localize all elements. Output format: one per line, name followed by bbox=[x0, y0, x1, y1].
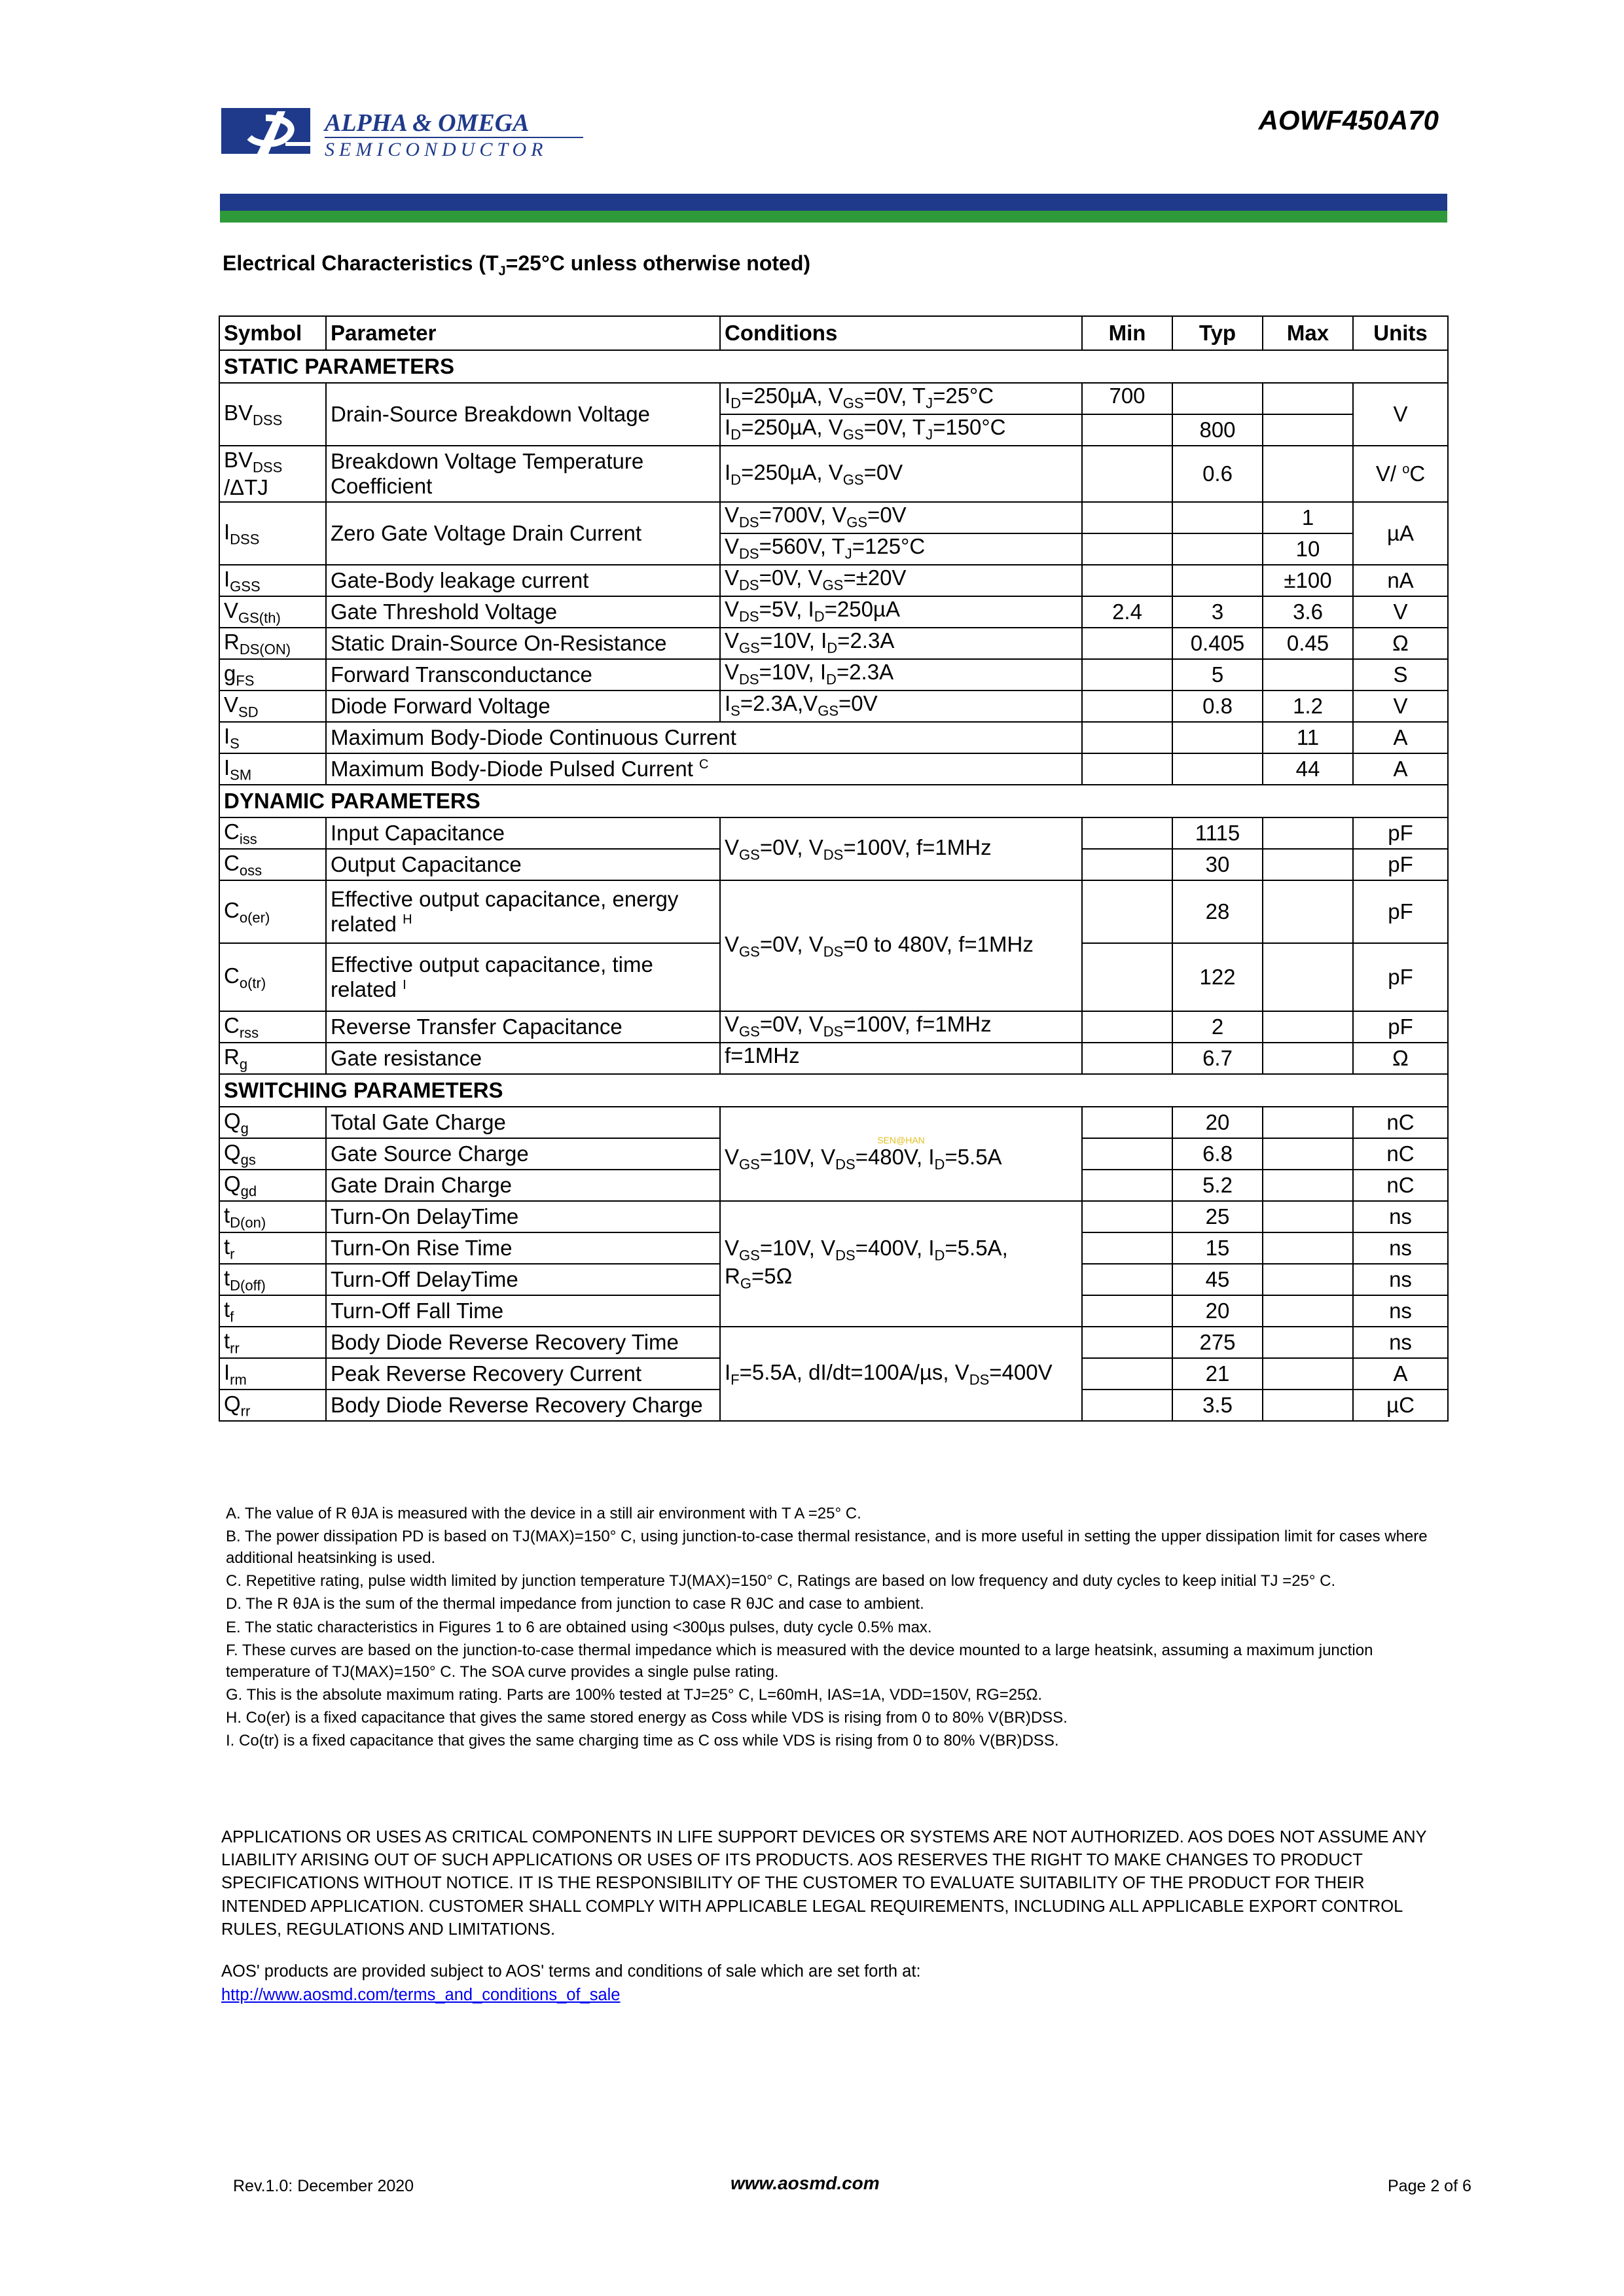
min-cell bbox=[1082, 817, 1172, 849]
units-cell: pF bbox=[1353, 943, 1448, 1011]
max-cell: 0.45 bbox=[1263, 628, 1353, 659]
typ-cell bbox=[1172, 753, 1263, 785]
min-cell bbox=[1082, 502, 1172, 533]
symbol-cell: $t_r$ bbox=[219, 1232, 326, 1264]
parameter-cell: Gate Drain Charge bbox=[326, 1170, 720, 1201]
table-row bbox=[219, 1011, 1448, 1043]
table-row bbox=[219, 596, 1448, 628]
table-row bbox=[219, 565, 1448, 596]
symbol-cell: $I_{SM}$ bbox=[219, 753, 326, 785]
parameter-cell: Gate-Body leakage current bbox=[326, 565, 720, 596]
parameter-cell: Effective output capacitance, energy related $^H$ bbox=[326, 880, 720, 943]
symbol-cell: $R_g$ bbox=[219, 1043, 326, 1074]
min-cell bbox=[1082, 849, 1172, 880]
parameter-cell: Reverse Transfer Capacitance bbox=[326, 1011, 720, 1043]
table-row bbox=[219, 502, 1448, 533]
typ-cell bbox=[1172, 533, 1263, 565]
table-row bbox=[219, 880, 1448, 943]
units-cell: ns bbox=[1353, 1232, 1448, 1264]
parameter-cell: Zero Gate Voltage Drain Current bbox=[326, 502, 720, 565]
symbol-cell: $Q_g$ bbox=[219, 1107, 326, 1138]
table-row bbox=[219, 817, 1448, 849]
min-cell bbox=[1082, 1295, 1172, 1327]
max-cell: 10 bbox=[1263, 533, 1353, 565]
table-row bbox=[219, 1201, 1448, 1232]
conditions-cell: $V_{DS}=0V$, $V_{GS}=\pm 20V$ bbox=[720, 565, 1082, 596]
min-cell bbox=[1082, 1390, 1172, 1421]
symbol-cell: $Q_{gd}$ bbox=[219, 1170, 326, 1201]
max-cell: 1 bbox=[1263, 502, 1353, 533]
typ-cell: 30 bbox=[1172, 849, 1263, 880]
electrical-characteristics-table bbox=[219, 315, 1449, 1422]
parameter-cell: Maximum Body-Diode Continuous Current bbox=[326, 722, 1082, 753]
min-cell bbox=[1082, 1358, 1172, 1390]
symbol-cell: $C_{rss}$ bbox=[219, 1011, 326, 1043]
typ-cell: 21 bbox=[1172, 1358, 1263, 1390]
max-cell bbox=[1263, 1138, 1353, 1170]
header-max: Max bbox=[1263, 316, 1353, 350]
units-cell: S bbox=[1353, 659, 1448, 691]
note-f: F. These curves are based on the junction-to-case thermal impedance which is measured with the device mounted to a large heatsink, assuming a maximum junction temperature of TJ(MAX)=150° C. The SOA curve provides a single pulse rating. bbox=[226, 1641, 1373, 1681]
min-cell bbox=[1082, 628, 1172, 659]
parameter-cell: Turn-Off Fall Time bbox=[326, 1295, 720, 1327]
units-cell: pF bbox=[1353, 849, 1448, 880]
part-number: AOWF450A70 bbox=[1258, 105, 1439, 135]
symbol-cell: $C_{o(er)}$ bbox=[219, 880, 326, 943]
note-g: G. This is the absolute maximum rating. Parts are 100% tested at TJ=25° C, L=60mH, IAS=1A, VDD=150V, RG=25Ω. bbox=[226, 1685, 1043, 1704]
units-cell: Ω bbox=[1353, 1043, 1448, 1074]
parameter-cell: Body Diode Reverse Recovery Time bbox=[326, 1327, 720, 1358]
company-logo bbox=[220, 105, 586, 183]
svg-text:SEMICONDUCTOR: SEMICONDUCTOR bbox=[325, 139, 548, 160]
stray-text: SEN@HAN bbox=[877, 1134, 925, 1145]
max-cell bbox=[1263, 383, 1353, 414]
conditions-cell: $I_D=250\mu A$, $V_{GS}=0V$ bbox=[720, 446, 1082, 502]
alpha-omega-logo-icon bbox=[220, 105, 586, 183]
min-cell bbox=[1082, 943, 1172, 1011]
parameter-cell: Turn-On DelayTime bbox=[326, 1201, 720, 1232]
table-row bbox=[219, 628, 1448, 659]
section-static: STATIC PARAMETERS bbox=[219, 350, 1448, 383]
units-cell: µC bbox=[1353, 1390, 1448, 1421]
units-cell: V bbox=[1353, 691, 1448, 722]
typ-cell: 3 bbox=[1172, 596, 1263, 628]
units-cell: ns bbox=[1353, 1201, 1448, 1232]
conditions-cell: $V_{GS}=10V$, $V_{DS}=400V$, $I_D=5.5A$, $R_G=5\Omega$ bbox=[720, 1201, 1082, 1327]
max-cell: 44 bbox=[1263, 753, 1353, 785]
note-d: D. The R θJA is the sum of the thermal impedance from junction to case R θJC and case to ambient. bbox=[226, 1595, 924, 1613]
typ-cell: 0.8 bbox=[1172, 691, 1263, 722]
parameter-cell: Effective output capacitance, time related $^I$ bbox=[326, 943, 720, 1011]
table-row bbox=[219, 1043, 1448, 1074]
min-cell bbox=[1082, 1327, 1172, 1358]
max-cell bbox=[1263, 1264, 1353, 1295]
max-cell: ±100 bbox=[1263, 565, 1353, 596]
symbol-cell: $I_{DSS}$ bbox=[219, 502, 326, 565]
parameter-cell: Drain-Source Breakdown Voltage bbox=[326, 383, 720, 446]
min-cell bbox=[1082, 1011, 1172, 1043]
note-c: C. Repetitive rating, pulse width limited by junction temperature TJ(MAX)=150° C, Ratings are based on low frequency and duty cycles to keep initial TJ =25° C. bbox=[226, 1572, 1336, 1590]
conditions-cell: $V_{GS}=0V$, $V_{DS}=0$ to 480V, f=1MHz bbox=[720, 880, 1082, 1011]
header-conditions: Conditions bbox=[720, 316, 1082, 350]
header-band-green bbox=[220, 211, 1447, 223]
parameter-cell: Gate Threshold Voltage bbox=[326, 596, 720, 628]
table-row bbox=[219, 691, 1448, 722]
min-cell bbox=[1082, 659, 1172, 691]
units-cell: V bbox=[1353, 383, 1448, 446]
symbol-cell: $t_f$ bbox=[219, 1295, 326, 1327]
typ-cell: 0.405 bbox=[1172, 628, 1263, 659]
typ-cell bbox=[1172, 565, 1263, 596]
typ-cell: 2 bbox=[1172, 1011, 1263, 1043]
parameter-cell: Turn-On Rise Time bbox=[326, 1232, 720, 1264]
symbol-cell: $t_{rr}$ bbox=[219, 1327, 326, 1358]
min-cell bbox=[1082, 1264, 1172, 1295]
min-cell bbox=[1082, 1043, 1172, 1074]
conditions-cell: $I_D=250\mu A$, $V_{GS}=0V$, $T_J=150^\circ C$ bbox=[720, 414, 1082, 446]
typ-cell: 6.7 bbox=[1172, 1043, 1263, 1074]
table-row bbox=[219, 446, 1448, 502]
parameter-cell: Static Drain-Source On-Resistance bbox=[326, 628, 720, 659]
typ-cell: 25 bbox=[1172, 1201, 1263, 1232]
parameter-cell: Turn-Off DelayTime bbox=[326, 1264, 720, 1295]
min-cell: 2.4 bbox=[1082, 596, 1172, 628]
note-h: H. Co(er) is a fixed capacitance that gives the same stored energy as Coss while VDS is rising from 0 to 80% V(BR)DSS. bbox=[226, 1708, 1068, 1727]
min-cell bbox=[1082, 1107, 1172, 1138]
max-cell bbox=[1263, 446, 1353, 502]
typ-cell: 3.5 bbox=[1172, 1390, 1263, 1421]
min-cell bbox=[1082, 1138, 1172, 1170]
units-cell: pF bbox=[1353, 817, 1448, 849]
parameter-cell: Forward Transconductance bbox=[326, 659, 720, 691]
typ-cell: 15 bbox=[1172, 1232, 1263, 1264]
note-b: B. The power dissipation PD is based on TJ(MAX)=150° C, using junction-to-case thermal resistance, and is more useful in setting the upper dissipation limit for cases where additional heatsinking is used. bbox=[226, 1528, 1428, 1568]
typ-cell: 20 bbox=[1172, 1295, 1263, 1327]
header-parameter: Parameter bbox=[326, 316, 720, 350]
parameter-cell: Maximum Body-Diode Pulsed Current $^C$ bbox=[326, 753, 1082, 785]
symbol-cell: $I_{rm}$ bbox=[219, 1358, 326, 1390]
conditions-cell: $I_F=5.5A$, dI/dt=100A/µs, $V_{DS}=400V$ bbox=[720, 1327, 1082, 1421]
typ-cell: 45 bbox=[1172, 1264, 1263, 1295]
units-cell: pF bbox=[1353, 880, 1448, 943]
symbol-cell: $g_{FS}$ bbox=[219, 659, 326, 691]
table-row bbox=[219, 383, 1448, 414]
conditions-cell: $V_{GS}=0V$, $V_{DS}=100V$, f=1MHz bbox=[720, 817, 1082, 880]
conditions-cell: SEN@HAN $V_{GS}=10V$, $V_{DS}=480V$, $I_D=5.5A$ bbox=[720, 1107, 1082, 1201]
max-cell: 1.2 bbox=[1263, 691, 1353, 722]
min-cell bbox=[1082, 1232, 1172, 1264]
symbol-cell: $R_{DS(ON)}$ bbox=[219, 628, 326, 659]
units-cell: ns bbox=[1353, 1295, 1448, 1327]
conditions-cell: f=1MHz bbox=[720, 1043, 1082, 1074]
units-cell: A bbox=[1353, 753, 1448, 785]
min-cell bbox=[1082, 753, 1172, 785]
typ-cell bbox=[1172, 722, 1263, 753]
note-i: I. Co(tr) is a fixed capacitance that gives the same charging time as C oss while VDS is rising from 0 to 80% V(BR)DSS. bbox=[226, 1732, 1059, 1750]
min-cell bbox=[1082, 722, 1172, 753]
symbol-cell: $C_{oss}$ bbox=[219, 849, 326, 880]
symbol-cell: $t_{D(off)}$ bbox=[219, 1264, 326, 1295]
min-cell bbox=[1082, 533, 1172, 565]
typ-cell: 28 bbox=[1172, 880, 1263, 943]
parameter-cell: Input Capacitance bbox=[326, 817, 720, 849]
table-row bbox=[219, 659, 1448, 691]
typ-cell bbox=[1172, 502, 1263, 533]
max-cell bbox=[1263, 414, 1353, 446]
section-title: Electrical Characteristics ($T_J=25^\circ C$ unless otherwise noted) bbox=[223, 251, 811, 279]
min-cell: 700 bbox=[1082, 383, 1172, 414]
parameter-cell: Breakdown Voltage Temperature Coefficient bbox=[326, 446, 720, 502]
min-cell bbox=[1082, 446, 1172, 502]
terms-text: AOS' products are provided subject to AOS' terms and conditions of sale which are set forth at: bbox=[221, 1962, 921, 1981]
typ-cell: 20 bbox=[1172, 1107, 1263, 1138]
footer-page-number: Page 2 of 6 bbox=[1388, 2177, 1471, 2195]
section-dynamic: DYNAMIC PARAMETERS bbox=[219, 785, 1448, 817]
max-cell bbox=[1263, 1043, 1353, 1074]
header-typ: Typ bbox=[1172, 316, 1263, 350]
max-cell bbox=[1263, 1011, 1353, 1043]
max-cell bbox=[1263, 659, 1353, 691]
conditions-cell: $I_S=2.3A,V_{GS}=0V$ bbox=[720, 691, 1082, 722]
units-cell: ns bbox=[1353, 1264, 1448, 1295]
conditions-cell: $V_{GS}=10V$, $I_D=2.3A$ bbox=[720, 628, 1082, 659]
typ-cell bbox=[1172, 383, 1263, 414]
units-cell: V bbox=[1353, 596, 1448, 628]
max-cell: 11 bbox=[1263, 722, 1353, 753]
symbol-cell: $Q_{gs}$ bbox=[219, 1138, 326, 1170]
max-cell bbox=[1263, 849, 1353, 880]
conditions-cell: $V_{DS}=560V$, $T_J=125^\circ C$ bbox=[720, 533, 1082, 565]
max-cell bbox=[1263, 817, 1353, 849]
min-cell bbox=[1082, 565, 1172, 596]
terms-link[interactable]: http://www.aosmd.com/terms_and_conditions_of_sale bbox=[221, 1986, 621, 2004]
table-row bbox=[219, 1327, 1448, 1358]
parameter-cell: Gate resistance bbox=[326, 1043, 720, 1074]
typ-cell: 5.2 bbox=[1172, 1170, 1263, 1201]
units-cell: ns bbox=[1353, 1327, 1448, 1358]
parameter-cell: Total Gate Charge bbox=[326, 1107, 720, 1138]
typ-cell: 122 bbox=[1172, 943, 1263, 1011]
min-cell bbox=[1082, 1201, 1172, 1232]
conditions-cell: $V_{DS}=10V$, $I_D=2.3A$ bbox=[720, 659, 1082, 691]
units-cell: V/ $^o$C bbox=[1353, 446, 1448, 502]
table-row bbox=[219, 753, 1448, 785]
max-cell bbox=[1263, 1358, 1353, 1390]
table-row bbox=[219, 1107, 1448, 1138]
max-cell bbox=[1263, 1232, 1353, 1264]
symbol-cell: $I_S$ bbox=[219, 722, 326, 753]
parameter-cell: Diode Forward Voltage bbox=[326, 691, 720, 722]
max-cell bbox=[1263, 943, 1353, 1011]
units-cell: pF bbox=[1353, 1011, 1448, 1043]
typ-cell: 1115 bbox=[1172, 817, 1263, 849]
header-units: Units bbox=[1353, 316, 1448, 350]
table-header-row bbox=[219, 316, 1448, 350]
units-cell: Ω bbox=[1353, 628, 1448, 659]
min-cell bbox=[1082, 414, 1172, 446]
parameter-cell: Peak Reverse Recovery Current bbox=[326, 1358, 720, 1390]
min-cell bbox=[1082, 691, 1172, 722]
note-e: E. The static characteristics in Figures 1 to 6 are obtained using <300µs pulses, duty cycle 0.5% max. bbox=[226, 1618, 932, 1636]
units-cell: nC bbox=[1353, 1170, 1448, 1201]
min-cell bbox=[1082, 880, 1172, 943]
units-cell: nA bbox=[1353, 565, 1448, 596]
note-a: A. The value of R θJA is measured with the device in a still air environment with T A =25° C. bbox=[226, 1505, 861, 1522]
section-switching: SWITCHING PARAMETERS bbox=[219, 1074, 1448, 1107]
typ-cell: 275 bbox=[1172, 1327, 1263, 1358]
footer-website[interactable]: www.aosmd.com bbox=[731, 2173, 880, 2193]
typ-cell: 5 bbox=[1172, 659, 1263, 691]
header-band-blue bbox=[220, 194, 1447, 211]
table-row bbox=[219, 722, 1448, 753]
parameter-cell: Gate Source Charge bbox=[326, 1138, 720, 1170]
max-cell bbox=[1263, 1201, 1353, 1232]
min-cell bbox=[1082, 1170, 1172, 1201]
max-cell bbox=[1263, 1327, 1353, 1358]
units-cell: µA bbox=[1353, 502, 1448, 565]
symbol-cell: $V_{GS(th)}$ bbox=[219, 596, 326, 628]
max-cell: 3.6 bbox=[1263, 596, 1353, 628]
units-cell: A bbox=[1353, 1358, 1448, 1390]
max-cell bbox=[1263, 1107, 1353, 1138]
footnotes bbox=[226, 1503, 1434, 1753]
conditions-cell: $V_{DS}=700V$, $V_{GS}=0V$ bbox=[720, 502, 1082, 533]
max-cell bbox=[1263, 1295, 1353, 1327]
units-cell: nC bbox=[1353, 1138, 1448, 1170]
disclaimer: APPLICATIONS OR USES AS CRITICAL COMPONENTS IN LIFE SUPPORT DEVICES OR SYSTEMS ARE NOT AUTHORIZED. AOS DOES NOT ASSUME ANY LIABILITY ARISING OUT OF SUCH APPLICATIONS OR USES OF ITS PRODUCTS. AOS RESERVES THE RIGHT TO MAKE CHANGES TO PRODUCT SPECIFICATIONS WITHOUT NOTICE. IT IS THE RESPONSIBILITY OF THE CUSTOMER TO EVALUATE SUITABILITY OF THE PRODUCT FOR THEIR INTENDED APPLICATION. CUSTOMER SHALL COMPLY WITH APPLICABLE LEGAL REQUIREMENTS, INCLUDING ALL APPLICABLE EXPORT CONTROL RULES, REGULATIONS AND LIMITATIONS. bbox=[221, 1828, 1427, 1939]
parameter-cell: Output Capacitance bbox=[326, 849, 720, 880]
symbol-cell: $BV_{DSS}$ /ΔTJ bbox=[219, 446, 326, 502]
parameter-cell: Body Diode Reverse Recovery Charge bbox=[326, 1390, 720, 1421]
conditions-cell: $V_{DS}=5V$, $I_D=250\mu A$ bbox=[720, 596, 1082, 628]
max-cell bbox=[1263, 1170, 1353, 1201]
symbol-cell: $t_{D(on)}$ bbox=[219, 1201, 326, 1232]
symbol-cell: $Q_{rr}$ bbox=[219, 1390, 326, 1421]
max-cell bbox=[1263, 880, 1353, 943]
svg-text:ALPHA & OMEGA: ALPHA & OMEGA bbox=[325, 109, 530, 137]
typ-cell: 6.8 bbox=[1172, 1138, 1263, 1170]
symbol-cell: $C_{iss}$ bbox=[219, 817, 326, 849]
typ-cell: 800 bbox=[1172, 414, 1263, 446]
header-symbol: Symbol bbox=[219, 316, 326, 350]
conditions-cell: $I_D=250\mu A$, $V_{GS}=0V$, $T_J=25^\circ C$ bbox=[720, 383, 1082, 414]
conditions-cell: $V_{GS}=0V$, $V_{DS}=100V$, f=1MHz bbox=[720, 1011, 1082, 1043]
header-min: Min bbox=[1082, 316, 1172, 350]
symbol-cell: $V_{SD}$ bbox=[219, 691, 326, 722]
units-cell: nC bbox=[1353, 1107, 1448, 1138]
footer-revision: Rev.1.0: December 2020 bbox=[233, 2177, 414, 2195]
typ-cell: 0.6 bbox=[1172, 446, 1263, 502]
symbol-cell: $C_{o(tr)}$ bbox=[219, 943, 326, 1011]
units-cell: A bbox=[1353, 722, 1448, 753]
max-cell bbox=[1263, 1390, 1353, 1421]
symbol-cell: $I_{GSS}$ bbox=[219, 565, 326, 596]
symbol-cell: $BV_{DSS}$ bbox=[219, 383, 326, 446]
